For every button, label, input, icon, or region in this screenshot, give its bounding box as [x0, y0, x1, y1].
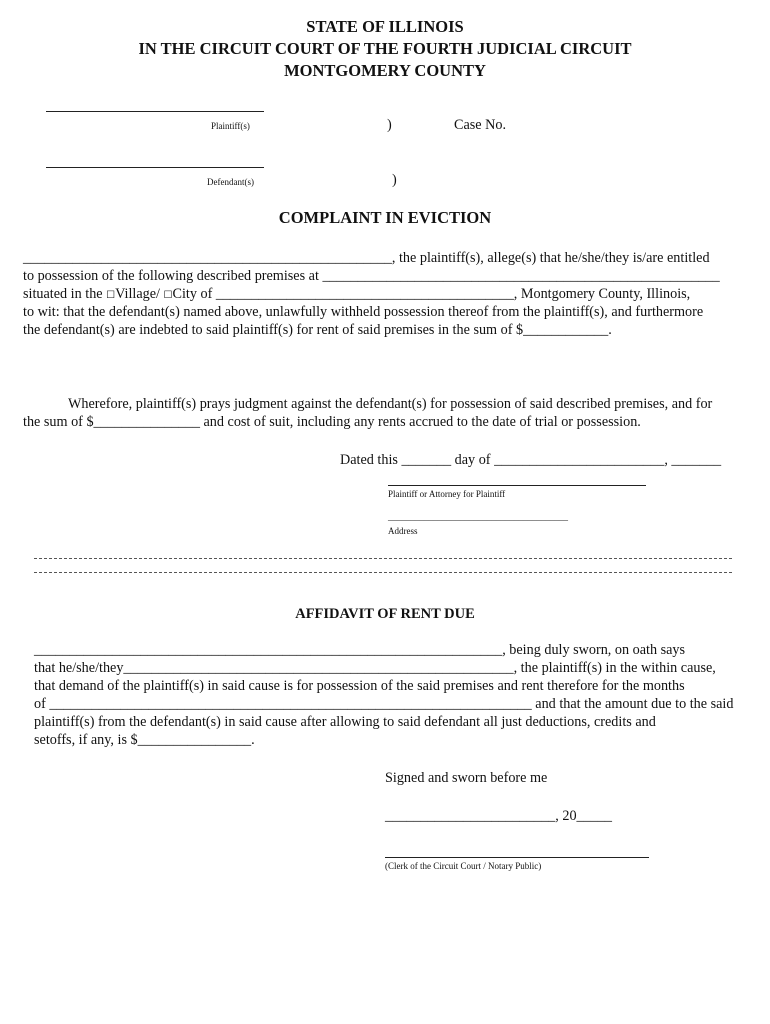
affidavit-line-6: setoffs, if any, is $________________.	[34, 732, 255, 748]
complaint-line-3	[23, 286, 690, 303]
affidavit-title: AFFIDAVIT OF RENT DUE	[295, 606, 475, 622]
address-line[interactable]: ________________________________________	[388, 512, 568, 522]
case-no-label: Case No.	[454, 117, 507, 133]
complaint-line-1: ____________________________________________________, the plaintiff(s), allege(s) that he/she/they is/are entitled	[23, 250, 710, 266]
complaint-title: COMPLAINT IN EVICTION	[278, 208, 492, 227]
affidavit-line-5: plaintiff(s) from the defendant(s) in said cause after allowing to said defendant all just deductions, credits and	[34, 714, 656, 730]
header-county: MONTGOMERY COUNTY	[284, 61, 486, 80]
defendant-name-line[interactable]	[46, 167, 264, 168]
defendant-label: Defendant(s)	[207, 177, 254, 187]
plaintiff-signature-line[interactable]	[388, 485, 646, 486]
clerk-label: (Clerk of the Circuit Court / Notary Public)	[385, 861, 542, 871]
header-court: IN THE CIRCUIT COURT OF THE FOURTH JUDICIAL CIRCUIT	[138, 39, 632, 58]
address-label: Address	[388, 526, 418, 536]
plaintiff-label: Plaintiff(s)	[211, 121, 250, 131]
signature-label: Plaintiff or Attorney for Plaintiff	[388, 489, 506, 499]
complaint-line-2: to possession of the following described premises at ________________________________________________________	[23, 268, 720, 284]
affidavit-line-4: of ____________________________________________________________________ and that the amount due to the said	[34, 696, 734, 712]
city-checkbox[interactable]: ☐	[163, 290, 173, 301]
separator-line-1	[34, 558, 732, 559]
caption-paren-1: )	[387, 117, 392, 133]
signed-sworn-text: Signed and sworn before me	[385, 770, 548, 786]
wherefore-line-1: Wherefore, plaintiff(s) prays judgment against the defendant(s) for possession of said described premises, and for	[68, 396, 713, 412]
sworn-date-line: ________________________, 20_____	[385, 808, 612, 824]
plaintiff-name-line[interactable]	[46, 111, 264, 112]
village-option: Village/	[115, 286, 164, 302]
city-line-text: __________________________________________, Montgomery County, Illinois,	[215, 286, 691, 302]
dated-line: Dated this _______ day of ________________________, _______	[340, 452, 722, 468]
clerk-signature-line[interactable]	[385, 857, 649, 858]
header-state: STATE OF ILLINOIS	[306, 17, 464, 36]
caption-paren-2: )	[392, 172, 397, 188]
complaint-line-4: to wit: that the defendant(s) named above, unlawfully withheld possession thereof from the plaintiff(s), and furthermore	[23, 304, 704, 320]
village-checkbox[interactable]: ☐	[106, 290, 116, 301]
affidavit-line-2: that he/she/they_______________________________________________________, the plaintiff(s) in the within cause,	[34, 660, 716, 676]
affidavit-line-1: __________________________________________________________________, being duly sworn, on oath says	[34, 642, 686, 658]
situated-text: situated in the	[23, 286, 107, 302]
wherefore-line-2: the sum of $_______________ and cost of suit, including any rents accrued to the date of trial or possession.	[23, 414, 641, 430]
city-option: City of	[172, 286, 216, 302]
separator-line-2	[34, 572, 732, 573]
complaint-line-5: the defendant(s) are indebted to said plaintiff(s) for rent of said premises in the sum of $____________.	[23, 322, 612, 338]
affidavit-line-3: that demand of the plaintiff(s) in said cause is for possession of the said premises and rent therefore for the months	[34, 678, 685, 694]
